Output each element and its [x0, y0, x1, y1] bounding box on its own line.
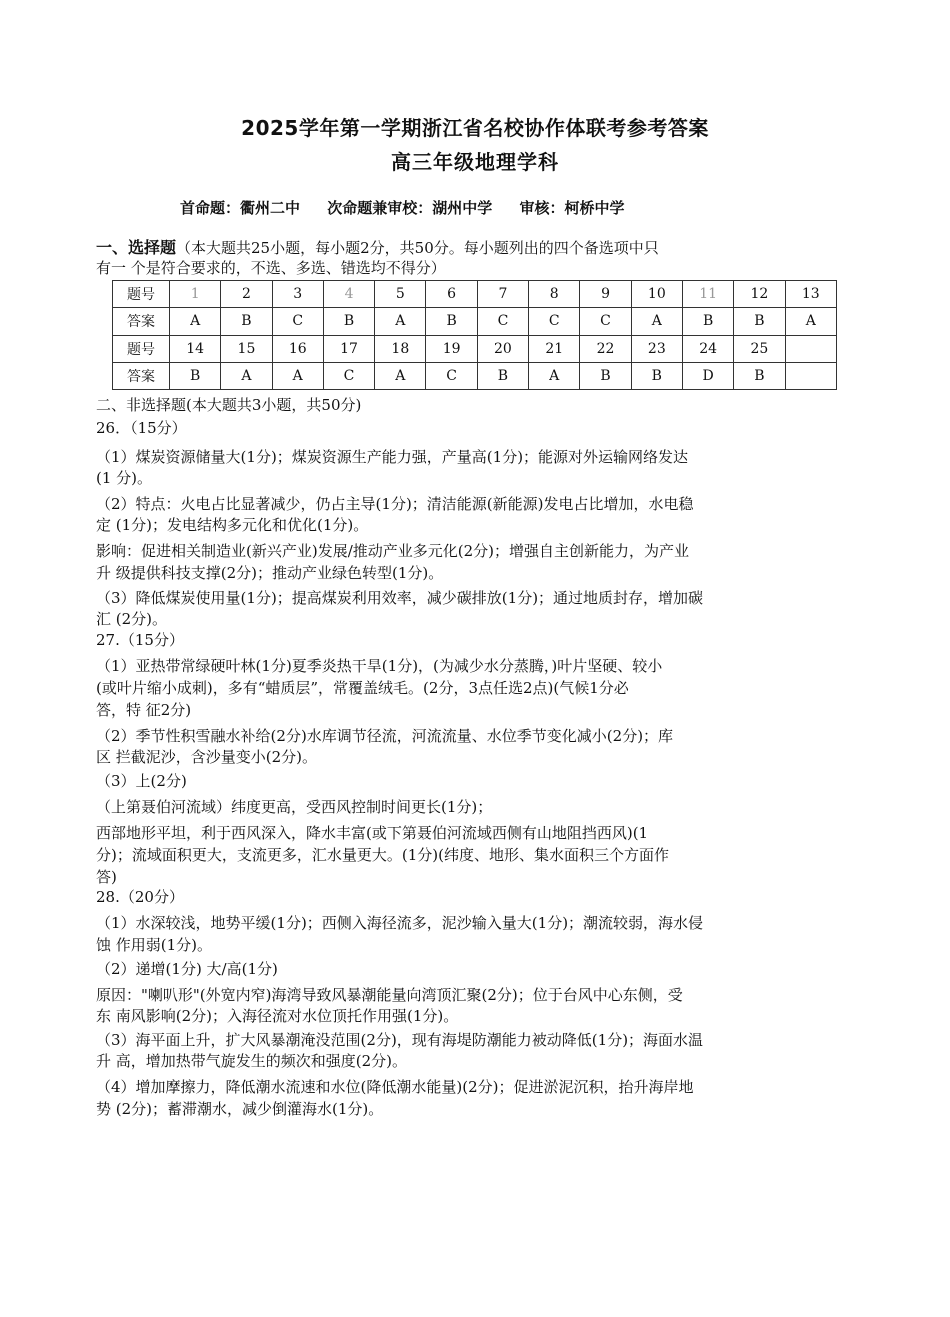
- credit-second-proposer: 次命题兼审校：湖州中学: [327, 199, 493, 217]
- answer-line: （3）降低煤炭使用量(1分)；提高煤炭利用效率，减少碳排放(1分)；通过地质封存，增加碳: [96, 589, 704, 607]
- credit-reviewer: 审核：柯桥中学: [519, 199, 625, 217]
- question-number: 7: [477, 281, 528, 308]
- question-number: 16: [272, 335, 323, 362]
- question-number: 1: [170, 281, 221, 308]
- question-number: 17: [323, 335, 374, 362]
- answer-line: 答): [96, 868, 117, 886]
- answer-cell: C: [580, 308, 631, 335]
- question-number: 21: [529, 335, 580, 362]
- section1-desc-line2: 有一 个是符合要求的，不选、多选、错选均不得分）: [96, 259, 446, 277]
- document-title: 2025学年第一学期浙江省名校协作体联考参考答案: [241, 116, 709, 140]
- answer-cell: A: [170, 308, 221, 335]
- row-label-answer: 答案: [113, 308, 170, 335]
- question-number: 4: [323, 281, 374, 308]
- answer-line: （上第聂伯河流域）纬度更高，受西风控制时间更长(1分)；: [96, 798, 493, 816]
- answer-line: （2）季节性积雪融水补给(2分)水库调节径流，河流流量、水位季节变化减小(2分)；库: [96, 727, 674, 745]
- answer-cell: C: [529, 308, 580, 335]
- answer-line: （1）亚热带常绿硬叶林(1分)夏季炎热干旱(1分)，(为减少水分蒸腾，)叶片坚硬、较小: [96, 657, 663, 675]
- answer-cell: B: [734, 308, 785, 335]
- answer-cell: A: [272, 362, 323, 389]
- answer-line: 分)；流域面积更大，支流更多，汇水量更大。(1分)(纬度、地形、集水面积三个方面作: [96, 846, 669, 864]
- answer-line: 原因："喇叭形"(外宽内窄)海湾导致风暴潮能量向湾顶汇聚(2分)；位于台风中心东侧，受: [96, 986, 683, 1004]
- question-number: 8: [529, 281, 580, 308]
- answer-line: （2）特点：火电占比显著减少，仍占主导(1分)；清洁能源(新能源)发电占比增加，水电稳: [96, 495, 694, 513]
- answer-cell: A: [221, 362, 272, 389]
- answer-cell: B: [426, 308, 477, 335]
- credit-first-proposer: 首命题：衢州二中: [180, 199, 301, 217]
- answer-line: (或叶片缩小成刺)，多有“蜡质层”，常覆盖绒毛。(2分，3点任选2点)(气候1分必: [96, 679, 629, 697]
- question-number: 18: [375, 335, 426, 362]
- question-number: 5: [375, 281, 426, 308]
- section1-desc: [96, 238, 856, 258]
- answer-line: （3）上(2分): [96, 772, 187, 790]
- answer-cell: B: [682, 308, 733, 335]
- section1-desc-line1: （本大题共25小题，每小题2分，共50分。每小题列出的四个备选项中只: [176, 239, 659, 257]
- answer-cell: B: [477, 362, 528, 389]
- answer-line: 区 拦截泥沙，含沙量变小(2分)。: [96, 748, 318, 766]
- answer-line: （2）递增(1分) 大/高(1分): [96, 960, 278, 978]
- answer-cell: B: [580, 362, 631, 389]
- answer-line: （1）煤炭资源储量大(1分)；煤炭资源生产能力强，产量高(1分)；能源对外运输网络发达: [96, 448, 689, 466]
- answer-line: 定 (1分)；发电结构多元化和优化(1分)。: [96, 516, 369, 534]
- answer-line: 升 高，增加热带气旋发生的频次和强度(2分)。: [96, 1052, 408, 1070]
- q26-heading: 26．（15分）: [96, 419, 187, 437]
- table-row: [113, 308, 837, 335]
- question-number: 15: [221, 335, 272, 362]
- question-number: 12: [734, 281, 785, 308]
- question-number: 20: [477, 335, 528, 362]
- answer-line: 势 (2分)；蓄滞潮水，减少倒灌海水(1分)。: [96, 1100, 384, 1118]
- question-number: 13: [785, 281, 836, 308]
- document-subtitle: 高三年级地理学科: [391, 150, 559, 174]
- answer-cell: B: [323, 308, 374, 335]
- q27-heading: 27.（15分）: [96, 631, 184, 649]
- question-number: 19: [426, 335, 477, 362]
- question-number: 2: [221, 281, 272, 308]
- answer-cell: A: [529, 362, 580, 389]
- answer-line: 影响：促进相关制造业(新兴产业)发展/推动产业多元化(2分)；增强自主创新能力，为产业: [96, 542, 690, 560]
- answer-cell: C: [272, 308, 323, 335]
- question-number: 3: [272, 281, 323, 308]
- answer-cell: A: [375, 308, 426, 335]
- answer-line: 升 级提供科技支撑(2分)；推动产业绿色转型(1分)。: [96, 564, 444, 582]
- table-row: [113, 281, 837, 308]
- answer-line: （3）海平面上升，扩大风暴潮淹没范围(2分)，现有海堤防潮能力被动降低(1分)；海面水温: [96, 1031, 704, 1049]
- answer-line: (1 分)。: [96, 469, 153, 487]
- answer-line: 汇 (2分)。: [96, 610, 168, 628]
- answer-cell: D: [682, 362, 733, 389]
- answer-cell: C: [426, 362, 477, 389]
- answer-cell: A: [785, 308, 836, 335]
- q28-heading: 28.（20分）: [96, 888, 184, 906]
- answer-line: （1）水深较浅，地势平缓(1分)；西侧入海径流多，泥沙输入量大(1分)；潮流较弱，海水侵: [96, 914, 704, 932]
- section1-heading: 一、选择题: [96, 238, 177, 257]
- answer-cell: B: [221, 308, 272, 335]
- question-number: 14: [170, 335, 221, 362]
- question-number: 9: [580, 281, 631, 308]
- answer-cell: [785, 362, 836, 389]
- answer-cell: B: [170, 362, 221, 389]
- section2-heading: 二、非选择题(本大题共3小题，共50分): [96, 396, 362, 414]
- answer-cell: B: [734, 362, 785, 389]
- question-number: 22: [580, 335, 631, 362]
- row-label-number: 题号: [113, 281, 170, 308]
- question-number: 6: [426, 281, 477, 308]
- question-number: 24: [682, 335, 733, 362]
- answer-line: 东 南风影响(2分)；入海径流对水位顶托作用强(1分)。: [96, 1007, 459, 1025]
- row-label-answer: 答案: [113, 362, 170, 389]
- question-number: [785, 335, 836, 362]
- answer-line: （4）增加摩擦力，降低潮水流速和水位(降低潮水能量)(2分)；促进淤泥沉积，抬升海岸地: [96, 1078, 694, 1096]
- row-label-number: 题号: [113, 335, 170, 362]
- question-number: 25: [734, 335, 785, 362]
- answer-table: [112, 280, 837, 390]
- answer-cell: A: [631, 308, 682, 335]
- answer-line: 蚀 作用弱(1分)。: [96, 936, 213, 954]
- answer-cell: B: [631, 362, 682, 389]
- answer-cell: A: [375, 362, 426, 389]
- question-number: 23: [631, 335, 682, 362]
- credits-line: [180, 197, 647, 218]
- answer-line: 西部地形平坦，利于西风深入，降水丰富(或下第聂伯河流域西侧有山地阻挡西风)(1: [96, 824, 649, 842]
- question-number: 11: [682, 281, 733, 308]
- answer-line: 答，特 征2分): [96, 701, 192, 719]
- answer-cell: C: [323, 362, 374, 389]
- question-number: 10: [631, 281, 682, 308]
- table-row: [113, 335, 837, 362]
- table-row: [113, 362, 837, 389]
- answer-cell: C: [477, 308, 528, 335]
